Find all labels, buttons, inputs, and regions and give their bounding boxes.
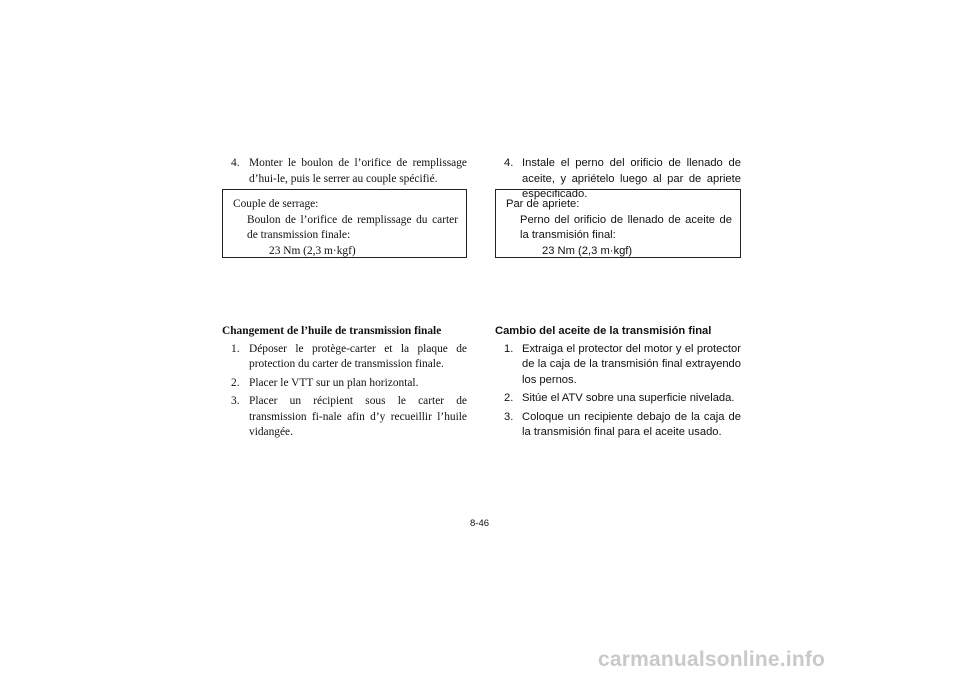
step-text: Coloque un recipiente debajo de la caja de la transmisión final para el aceite usado. <box>522 410 741 438</box>
spanish-section <box>495 324 741 444</box>
step-number: 4. <box>504 157 514 169</box>
step-text: Sitúe el ATV sobre una superficie nivelada. <box>522 392 735 404</box>
step-text: Instale el perno del orificio de llenado de aceite, y apriételo luego al par de apriete especificado. <box>522 157 741 200</box>
page-number: 8-46 <box>470 518 490 529</box>
step-text: Placer un récipient sous le carter de transmission fi-nale afin d’y recueillir l’huile vidangée. <box>249 395 467 438</box>
french-torque-box <box>222 189 467 258</box>
step-number: 4. <box>231 157 240 169</box>
french-section <box>222 324 467 444</box>
step-text: Extraiga el protector del motor y el protector de la caja de la transmisión final extrayendo los pernos. <box>522 342 741 386</box>
torque-box-value: 23 Nm (2,3 m·kgf) <box>542 244 633 257</box>
section-heading: Cambio del aceite de la transmisión final <box>495 325 712 337</box>
step-number: 2. <box>504 392 514 404</box>
step-text: Placer le VTT sur un plan horizontal. <box>249 376 419 389</box>
section-heading: Changement de l’huile de transmission finale <box>222 325 442 337</box>
torque-box-title: Couple de serrage: <box>233 198 319 210</box>
torque-box-value: 23 Nm (2,3 m·kgf) <box>269 244 356 257</box>
step-text: Monter le boulon de l’orifice de remplissage d’hui-le, puis le serrer au couple spécifié. <box>249 157 467 185</box>
step-number: 1. <box>504 342 514 355</box>
step-text: Déposer le protège-carter et la plaque de protection du carter de transmission finale. <box>249 342 467 370</box>
torque-box-title: Par de apriete: <box>506 198 580 210</box>
torque-box-item: Boulon de l’orifice de remplissage du carter de transmission finale: <box>247 213 458 241</box>
step-number: 3. <box>504 410 514 423</box>
spanish-torque-box <box>495 189 741 258</box>
step-number: 3. <box>231 395 240 407</box>
french-step-4 <box>222 156 467 190</box>
step-number: 1. <box>231 342 240 355</box>
watermark: carmanualsonline.info <box>598 648 826 671</box>
torque-box-item: Perno del orificio de llenado de aceite de la transmisión final: <box>520 213 732 241</box>
step-number: 2. <box>231 376 240 389</box>
